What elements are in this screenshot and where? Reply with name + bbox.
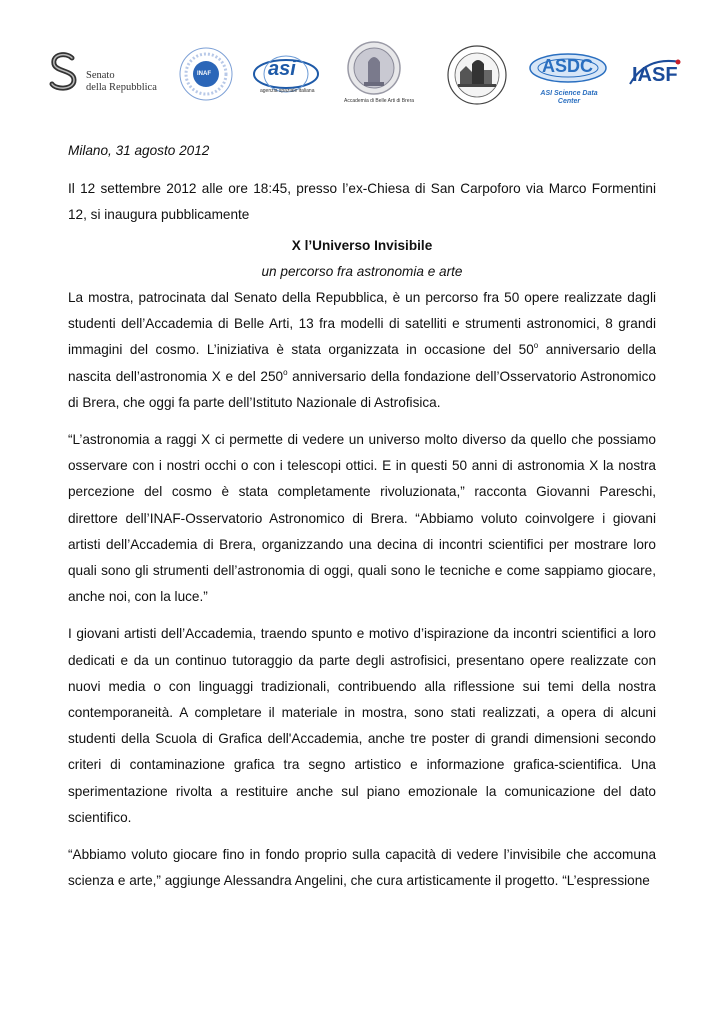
inaf-text: INAF xyxy=(197,71,211,77)
senato-line-1: Senato xyxy=(86,70,115,81)
paragraph-1 xyxy=(68,285,656,416)
paragraph-2: “L’astronomia a raggi X ci permette di vedere un universo molto diverso da quello che possiamo osservare con i nostri occhi o con i telescopi ottici. E in questi 50 anni di astronomia X la nostra percezione del cosmo è stata completamente rivoluzionata,” racconta Giovanni Pareschi, direttore dell’INAF-Osservatorio Astronomico di Brera. “Abbiamo voluto coinvolgere i giovani artisti dell’Accademia di Brera, organizzando una decina di incontri scientifici per mostrare loro quali sono gli strumenti dell’astronomia di oggi, quali sono le tecniche e come sappiamo giocare, anche noi, con la luce.” xyxy=(68,432,656,605)
asi-wordmark: asi xyxy=(268,58,296,80)
press-release-body xyxy=(68,138,656,905)
accademia-caption: Accademia di Belle Arti di Brera xyxy=(344,98,415,104)
logo-strip xyxy=(40,40,690,112)
asdc-wordmark: ASDC xyxy=(542,56,594,76)
iasf-logo xyxy=(626,54,686,94)
exhibition-subtitle: un percorso fra astronomia e arte xyxy=(261,263,463,279)
intro-paragraph: Il 12 settembre 2012 alle ore 18:45, presso l’ex-Chiesa di San Carpoforo via Marco Formentini 12, si inaugura pubblicamente xyxy=(68,181,656,223)
exhibition-title: X l’Universo Invisibile xyxy=(291,237,433,253)
asi-logo xyxy=(250,54,322,98)
osservatorio-brera-logo xyxy=(432,44,522,106)
paragraph-1-text-b: anniversario della nascita dell’astronomia X e del 250 xyxy=(68,342,657,384)
paragraph-1-text-a: La mostra, patrocinata dal Senato della Repubblica, è un percorso fra 50 opere realizzate dagli studenti dell’Accademia di Belle Arti, 13 fra modelli di satelliti e strumenti astronomici, 8 grandi immagini del cosmo. L’iniziativa è stata organizzata in occasione del 50 xyxy=(68,290,656,358)
senato-logo xyxy=(46,52,156,96)
asdc-subtext: ASI Science Data Center xyxy=(540,90,598,105)
paragraph-1-text-c: anniversario della fondazione dell’Osservatorio Astronomico di Brera, che oggi fa parte dell’Istituto Nazionale di Astrofisica. xyxy=(68,368,656,410)
asi-subtext: agenzia spaziale italiana xyxy=(260,88,315,94)
date-line: Milano, 31 agosto 2012 xyxy=(68,143,210,158)
inaf-logo xyxy=(178,46,234,102)
ordinal-superscript: o xyxy=(283,367,288,377)
accademia-brera-logo xyxy=(344,40,424,106)
ordinal-superscript: o xyxy=(533,341,539,351)
paragraph-3: I giovani artisti dell’Accademia, traendo spunto e motivo d’ispirazione da incontri scientifici a loro dedicati e da un continuo tutoraggio da parte degli astrofisici, presentano opere realizzate con nuovi media o con linguaggi tradizionali, contribuendo alla riflessione sui temi della nostra contemporaneità. A completare il materiale in mostra, sono stati realizzati, a opera di alcuni studenti della Scuola di Grafica dell'Accademia, anche tre poster di grandi dimensioni secondo criteri di contaminazione grafica tra segno artistico e informazione grafica-scientifica. Una sperimentazione rivolta a restituire anche sul piano emozionale la comunicazione del dato scientifico. xyxy=(68,626,656,825)
senato-line-2: della Repubblica xyxy=(86,82,157,93)
iasf-wordmark: IASF xyxy=(632,64,678,86)
paragraph-4: “Abbiamo voluto giocare fino in fondo proprio sulla capacità di vedere l’invisibile che accomuna scienza e arte,” aggiunge Alessandra Angelini, che cura artisticamente il progetto. “L’espressione xyxy=(68,847,656,889)
asdc-logo xyxy=(526,50,610,108)
